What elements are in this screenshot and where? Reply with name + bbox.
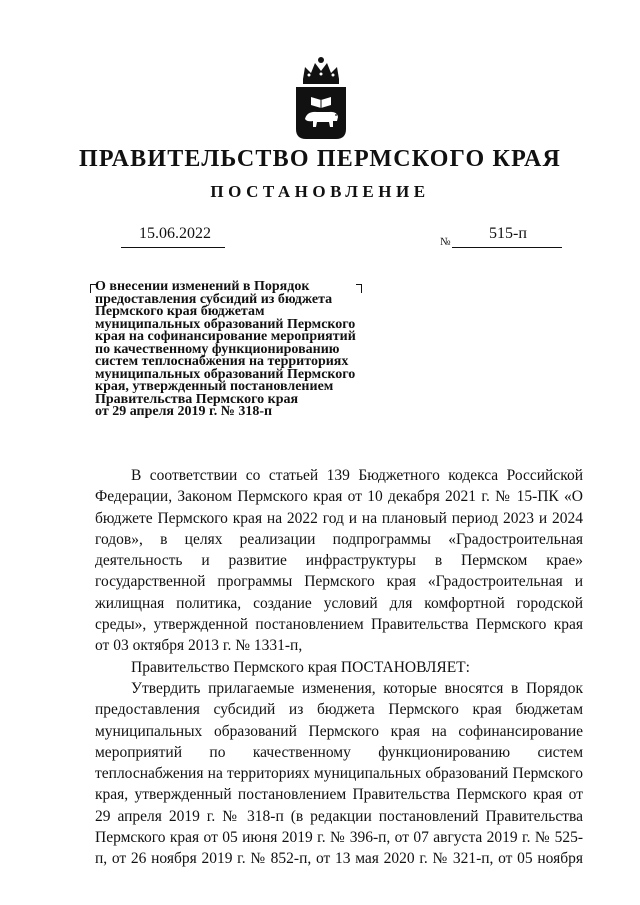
document-subject [95, 281, 395, 419]
subject-line: муниципальных образований Пермского [95, 316, 356, 332]
document-type-heading: ПОСТАНОВЛЕНИЕ [210, 182, 430, 201]
subject-line: Правительства Пермского края [95, 391, 299, 407]
paragraph-resolves: Правительство Пермского края ПОСТАНОВЛЯЕТ: [131, 658, 470, 676]
subject-line: систем теплоснабжения на территориях [95, 354, 349, 369]
paragraph-approve-changes: Утвердить прилагаемые изменения, которые вносятся в Порядок предоставления субсидий из бюджета Пермского края бюджетам муниципальных образований Пермского края на софинансирование мероприятий по качественному функционированию систем теплоснабжения на территориях муниципальных образований Пермского края, утвержденный постановлением Правительства Пермского края от 29 апреля 2019 г. № 318-п (в редакции постановлений Правительства Пермского края от 05 июня 2019 г. № 396-п, от 07 августа 2019 г. № 525-п, от 26 ноября 2019 г. № 852-п, от 13 мая 2020 г. № 321-п, от 05 ноября [95, 679, 583, 868]
subject-line: предоставления субсидий из бюджета [95, 291, 333, 307]
number-field [452, 223, 562, 248]
subject-line: муниципальных образований Пермского [95, 366, 356, 382]
government-title: ПРАВИТЕЛЬСТВО ПЕРМСКОГО КРАЯ [78, 146, 562, 172]
document-body [95, 465, 583, 870]
paragraph-legal-basis: В соответствии со статьей 139 Бюджетного кодекса Российской Федерации, Законом Пермского края от 10 декабря 2021 г. № 15-ПК «О бюджете Пермского края на 2022 год и на плановый период 2023 и 2024 годов», в целях реализации подпрограммы «Градостроительная деятельность и развитие инфраструктуры в Пермском крае» государственной программы Пермского края «Градостроительная и жилищная политика, создание условий для комфортной городской среды», утвержденной постановлением Правительства Пермского края от 03 октября 2013 г. № 1331-п, [95, 467, 583, 655]
subject-line: по качественному функционированию [95, 341, 340, 357]
document-number: 515-п [489, 225, 527, 242]
document-date: 15.06.2022 [139, 225, 211, 242]
subject-line: края на софинансирование мероприятий [95, 329, 356, 344]
perm-krai-coat-of-arms-icon [293, 55, 349, 141]
subject-line: края, утвержденный постановлением [95, 379, 334, 394]
subject-line: Пермского края бюджетам [95, 304, 265, 319]
subject-line: О внесении изменений в Порядок [95, 279, 310, 294]
subject-line: от 29 апреля 2019 г. № 318-п [95, 404, 273, 419]
date-field [121, 223, 225, 248]
number-sign: № [440, 236, 451, 248]
